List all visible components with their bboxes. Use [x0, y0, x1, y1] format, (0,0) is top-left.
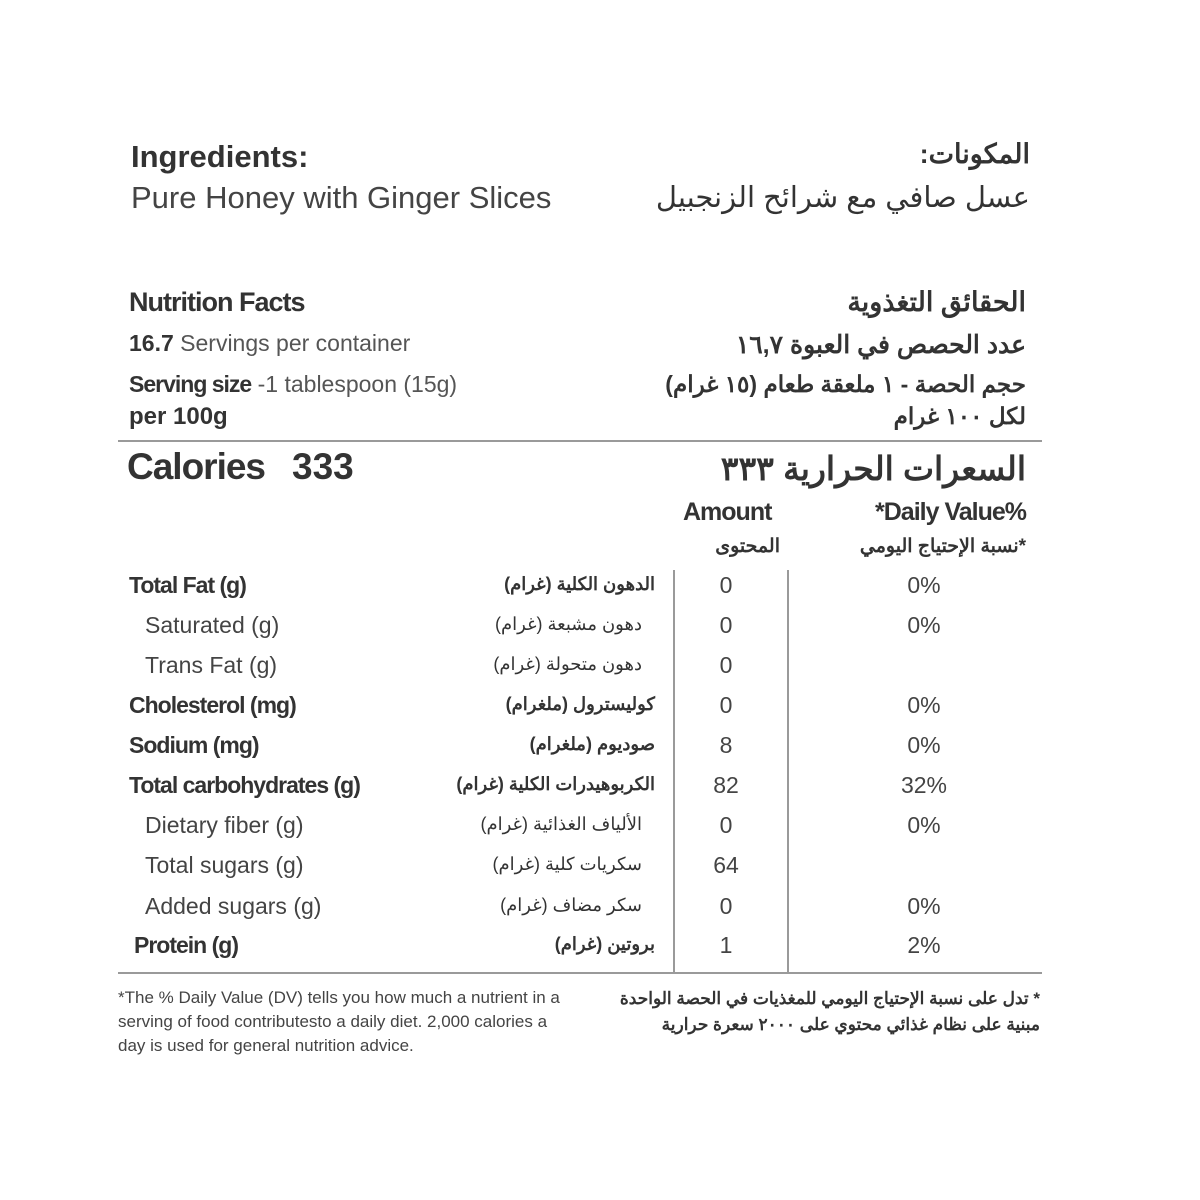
- nutrient-daily-value: 2%: [907, 932, 941, 958]
- nutrient-amount: 0: [719, 893, 733, 919]
- table-row: [0, 812, 1200, 852]
- calories-label: Calories: [127, 446, 266, 487]
- calories-value: 333: [292, 446, 354, 487]
- nutrient-amount: 8: [719, 732, 733, 758]
- nutrient-name: Trans Fat (g): [145, 652, 278, 678]
- servings-label: Servings per container: [180, 330, 411, 356]
- divider-bottom: [118, 972, 1042, 974]
- nutrient-name: Total sugars (g): [145, 852, 304, 878]
- nutrient-daily-value: 32%: [900, 772, 948, 798]
- nutrient-name-arabic: الدهون الكلية (غرام): [504, 574, 655, 594]
- serving-size-arabic: حجم الحصة - ١ ملعقة طعام (١٥ غرام): [665, 371, 1026, 397]
- table-row: [0, 893, 1200, 933]
- nutrient-name: Added sugars (g): [145, 893, 322, 919]
- daily-value-header-arabic: *نسبة الإحتياج اليومي: [859, 536, 1026, 557]
- table-row: [0, 612, 1200, 652]
- nutrient-name-arabic: بروتين (غرام): [554, 934, 655, 954]
- nutrition-facts-title: Nutrition Facts: [129, 287, 305, 317]
- nutrient-daily-value: 0%: [907, 893, 941, 919]
- footnote-arabic: * تدل على نسبة الإحتياج اليومي للمغذيات في الحصة الواحدة مبنية على نظام غذائي محتوي على ٢٠٠٠ سعرة حرارية: [619, 989, 1040, 1034]
- table-row: [0, 572, 1200, 612]
- ingredients-text: Pure Honey with Ginger Slices: [131, 180, 552, 215]
- nutrient-name: Total carbohydrates (g): [129, 772, 360, 798]
- table-row: [0, 692, 1200, 732]
- nutrient-amount: 0: [719, 612, 733, 638]
- nutrient-amount: 64: [713, 852, 739, 878]
- per-100g-arabic: لكل ١٠٠ غرام: [893, 403, 1026, 429]
- table-row: [0, 772, 1200, 812]
- nutrient-name: Sodium (mg): [129, 732, 259, 758]
- footnote: *The % Daily Value (DV) tells you how much a nutrient in a serving of food contributesto a daily diet. 2,000 calories a day is used for general nutrition advice.: [118, 988, 560, 1055]
- servings-per-container-arabic: عدد الحصص في العبوة ١٦,٧: [735, 331, 1026, 359]
- nutrient-amount: 0: [719, 572, 733, 598]
- nutrient-daily-value: 0%: [907, 612, 941, 638]
- table-row: [0, 732, 1200, 772]
- nutrient-name-arabic: الكربوهيدرات الكلية (غرام): [456, 774, 655, 794]
- nutrient-amount: 0: [719, 652, 733, 678]
- table-row: [0, 852, 1200, 892]
- daily-value-header: *Daily Value%: [875, 498, 1026, 526]
- ingredients-title-arabic: المكونات:: [919, 139, 1030, 169]
- nutrient-name-arabic: الألياف الغذائية (غرام): [480, 814, 642, 834]
- nutrient-amount: 1: [719, 932, 733, 958]
- nutrient-name: Total Fat (g): [129, 572, 246, 598]
- nutrient-name-arabic: صوديوم (ملغرام): [529, 734, 655, 754]
- servings-value: 16.7: [129, 330, 174, 356]
- ingredients-text-arabic: عسل صافي مع شرائح الزنجبيل: [655, 182, 1030, 214]
- amount-header: Amount: [683, 498, 772, 526]
- nutrient-name: Saturated (g): [145, 612, 280, 638]
- servings-per-container: [129, 330, 410, 357]
- nutrient-name-arabic: سكر مضاف (غرام): [500, 895, 642, 915]
- nutrient-daily-value: 0%: [907, 572, 941, 598]
- nutrient-name-arabic: دهون متحولة (غرام): [493, 654, 642, 674]
- amount-header-arabic: المحتوى: [715, 536, 780, 557]
- nutrient-daily-value: 0%: [907, 812, 941, 838]
- nutrient-name-arabic: كوليسترول (ملغرام): [505, 694, 655, 714]
- nutrient-name: Dietary fiber (g): [145, 812, 304, 838]
- nutrient-daily-value: 0%: [907, 692, 941, 718]
- table-row: [0, 652, 1200, 692]
- table-row: [0, 932, 1200, 972]
- serving-size-label: Serving size: [129, 371, 252, 397]
- nutrient-name-arabic: سكريات كلية (غرام): [492, 854, 642, 874]
- per-100g: per 100g: [129, 403, 228, 430]
- nutrient-amount: 0: [719, 692, 733, 718]
- nutrient-amount: 82: [713, 772, 739, 798]
- ingredients-title: Ingredients:: [131, 139, 309, 174]
- divider-top: [118, 440, 1042, 442]
- calories-arabic: السعرات الحرارية ٣٣٣: [720, 450, 1026, 487]
- nutrition-facts-title-arabic: الحقائق التغذوية: [847, 287, 1026, 317]
- nutrient-name: Protein (g): [134, 932, 238, 958]
- serving-size: [129, 371, 457, 398]
- nutrient-name: Cholesterol (mg): [129, 692, 296, 718]
- nutrient-amount: 0: [719, 812, 733, 838]
- serving-size-value: -1 tablespoon (15g): [257, 371, 458, 397]
- nutrient-name-arabic: دهون مشبعة (غرام): [495, 614, 642, 634]
- nutrient-daily-value: 0%: [907, 732, 941, 758]
